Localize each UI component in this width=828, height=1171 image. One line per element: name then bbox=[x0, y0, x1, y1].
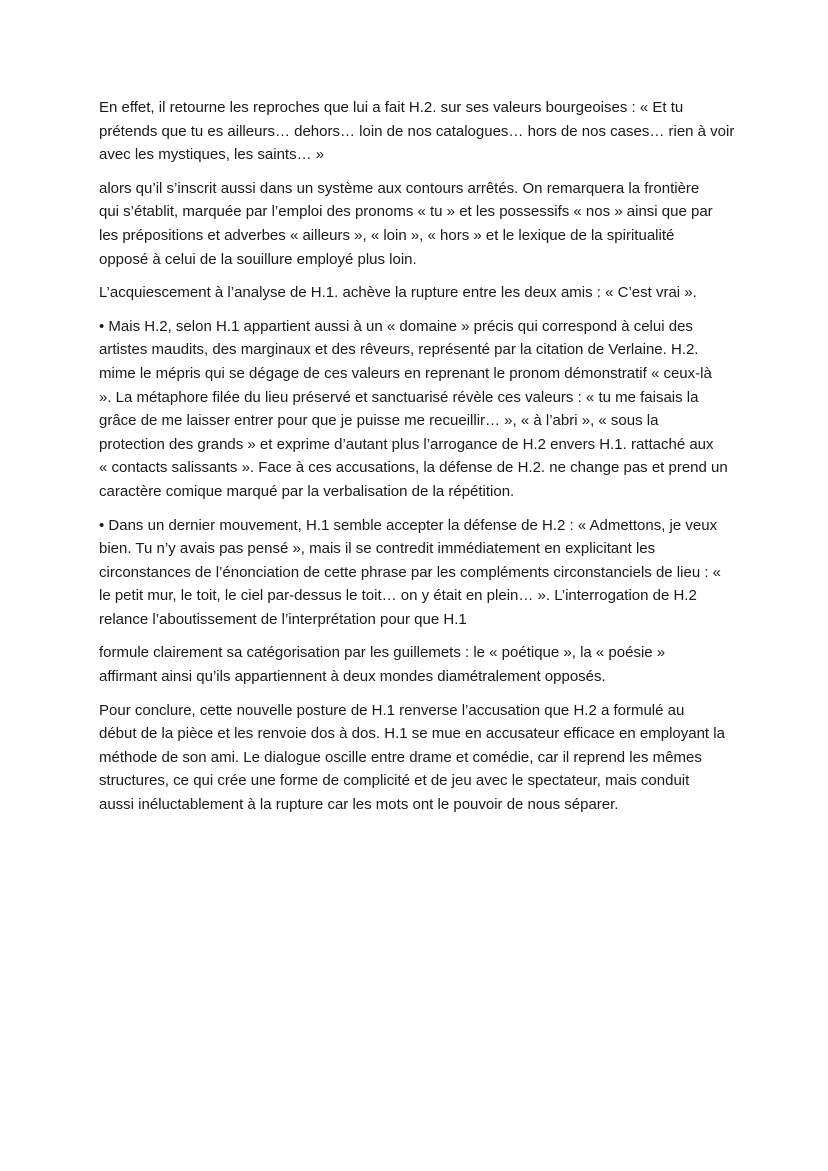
paragraph-4-bullet: • Mais H.2, selon H.1 appartient aussi à un « domaine » précis qui correspond à celui des artistes maudits, des marginaux et des rêveurs, représenté par la citation de Verlaine. H.2. mime le mépris qui se dégage de ces valeurs en reprenant le pronom démonstratif « ceux-là ». La métaphore filée du lieu préservé et sanctuarisé révèle ces valeurs : « tu me faisais la grâce de me laisser entrer pour que je puisse me recueillir… », « à l’abri », « sous la protection des grands » et exprime d’autant plus l’arrogance de H.2 envers H.1. rattaché aux « contacts salissants ». Face à ces accusations, la défense de H.2. ne change pas et prend un caractère comique marqué par la verbalisation de la répétition. bbox=[99, 317, 728, 500]
paragraph-3: L’acquiescement à l’analyse de H.1. achève la rupture entre les deux amis : « C’est vrai ». bbox=[99, 284, 697, 302]
paragraph-7-conclusion: Pour conclure, cette nouvelle posture de H.1 renverse l’accusation que H.2 a formulé au début de la pièce et les renvoie dos à dos. H.1 se mue en accusateur efficace en employant la méthode de son ami. Le dialogue oscille entre drame et comédie, car il reprend les mêmes structures, ce qui crée une forme de complicité et de jeu avec le spectateur, mais conduit aussi inéluctablement à la rupture car les mots ont le pouvoir de nous séparer. bbox=[99, 701, 725, 814]
document-body bbox=[99, 96, 739, 827]
paragraph-1: En effet, il retourne les reproches que lui a fait H.2. sur ses valeurs bourgeoises : « Et tu prétends que tu es ailleurs… dehors… loin de nos catalogues… hors de nos cases… rien à voir avec les mystiques, les saints… » bbox=[99, 99, 735, 164]
paragraph-2: alors qu’il s’inscrit aussi dans un système aux contours arrêtés. On remarquera la frontière qui s’établit, marquée par l’emploi des pronoms « tu » et les possessifs « nos » ainsi que par les prépositions et adverbes « ailleurs », « loin », « hors » et le lexique de la spiritualité opposé à celui de la souillure employé plus loin. bbox=[99, 179, 713, 268]
paragraph-5-bullet: • Dans un dernier mouvement, H.1 semble accepter la défense de H.2 : « Admettons, je veux bien. Tu n’y avais pas pensé », mais il se contredit immédiatement en explicitant les circonstances de l’énonciation de cette phrase par les compléments circonstanciels de lieu : « le petit mur, le toit, le ciel par-dessus le toit… on y était en plein… ». L’interrogation de H.2 relance l’aboutissement de l’interprétation pour que H.1 bbox=[99, 516, 722, 628]
paragraph-6: formule clairement sa catégorisation par les guillemets : le « poétique », la « poésie » affirmant ainsi qu’ils appartiennent à deux mondes diamétralement opposés. bbox=[99, 644, 666, 686]
